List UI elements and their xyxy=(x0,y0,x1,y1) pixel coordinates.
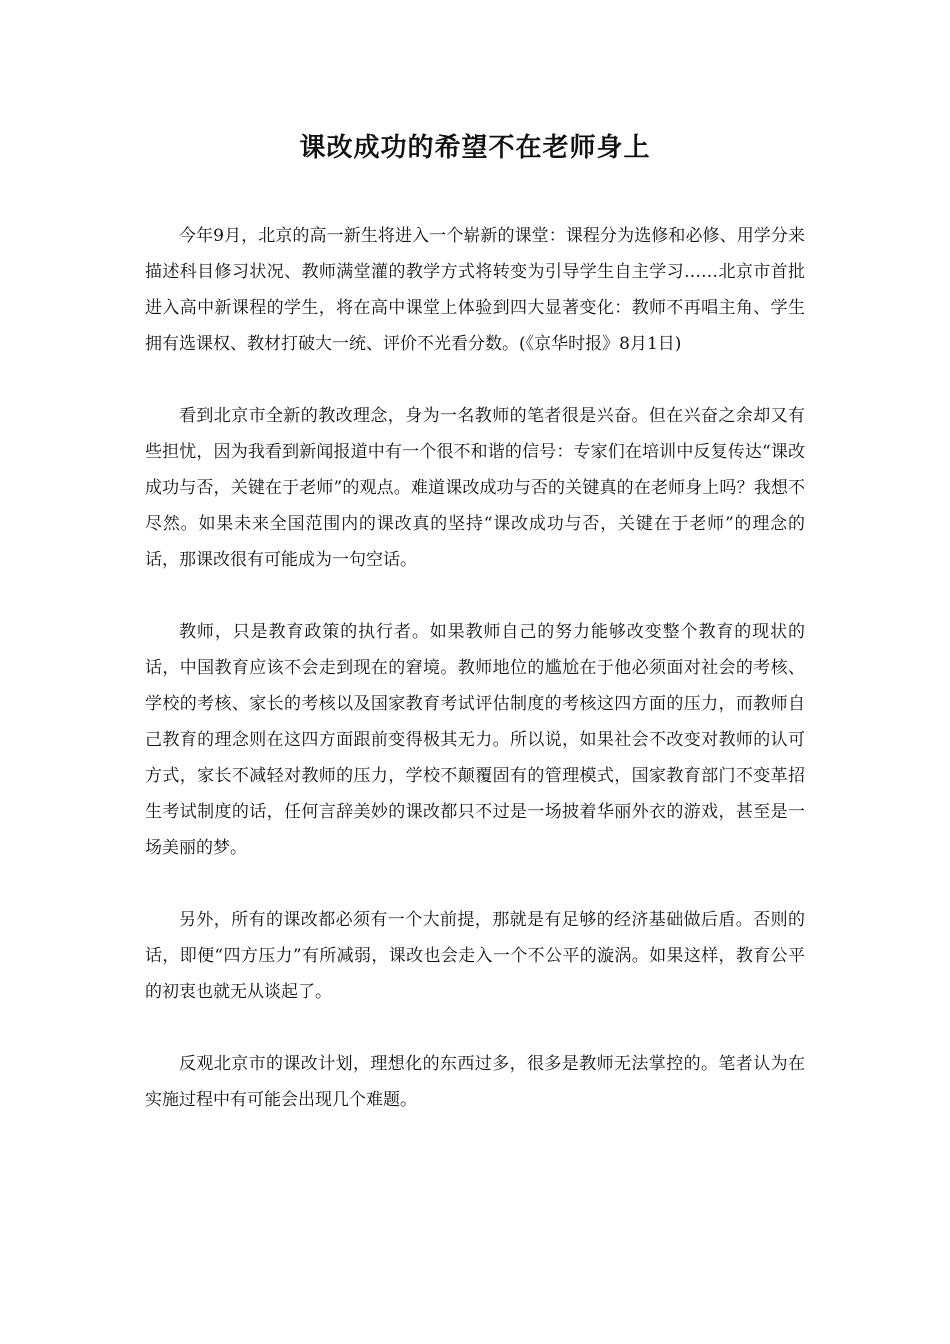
paragraph-3: 教师，只是教育政策的执行者。如果教师自己的努力能够改变整个教育的现状的话，中国教育应该不会走到现在的窘境。教师地位的尴尬在于他必须面对社会的考核、学校的考核、家长的考核以及国家教育考试评估制度的考核这四方面的压力，而教师自己教育的理念则在这四方面跟前变得极其无力。所以说，如果社会不改变对教师的认可方式，家长不减轻对教师的压力，学校不颠覆固有的管理模式，国家教育部门不变革招生考试制度的话，任何言辞美妙的课改都只不过是一场披着华丽外衣的游戏，甚至是一场美丽的梦。 xyxy=(145,622,805,858)
paragraph-2: 看到北京市全新的教改理念，身为一名教师的笔者很是兴奋。但在兴奋之余却又有些担忧，因为我看到新闻报道中有一个很不和谐的信号：专家们在培训中反复传达“课改成功与否，关键在于老师”的观点。难道课改成功与否的关键真的在老师身上吗？我想不尽然。如果未来全国范围内的课改真的坚持“课改成功与否，关键在于老师”的理念的话，那课改很有可能成为一句空话。 xyxy=(145,406,805,570)
article-body xyxy=(145,218,805,1118)
paragraph-4: 另外，所有的课改都必须有一个大前提，那就是有足够的经济基础做后盾。否则的话，即便“四方压力”有所减弱，课改也会走入一个不公平的漩涡。如果这样，教育公平的初衷也就无从谈起了。 xyxy=(145,910,805,1002)
paragraph-1: 今年9月，北京的高一新生将进入一个崭新的课堂：课程分为选修和必修、用学分来描述科目修习状况、教师满堂灌的教学方式将转变为引导学生自主学习……北京市首批进入高中新课程的学生，将在高中课堂上体验到四大显著变化：教师不再唱主角、学生拥有选课权、教材打破大一统、评价不光看分数。(《京华时报》8月1日) xyxy=(145,226,805,354)
paragraph-5: 反观北京市的课改计划，理想化的东西过多，很多是教师无法掌控的。笔者认为在实施过程中有可能会出现几个难题。 xyxy=(145,1054,805,1110)
page-title: 课改成功的希望不在老师身上 xyxy=(299,133,651,163)
